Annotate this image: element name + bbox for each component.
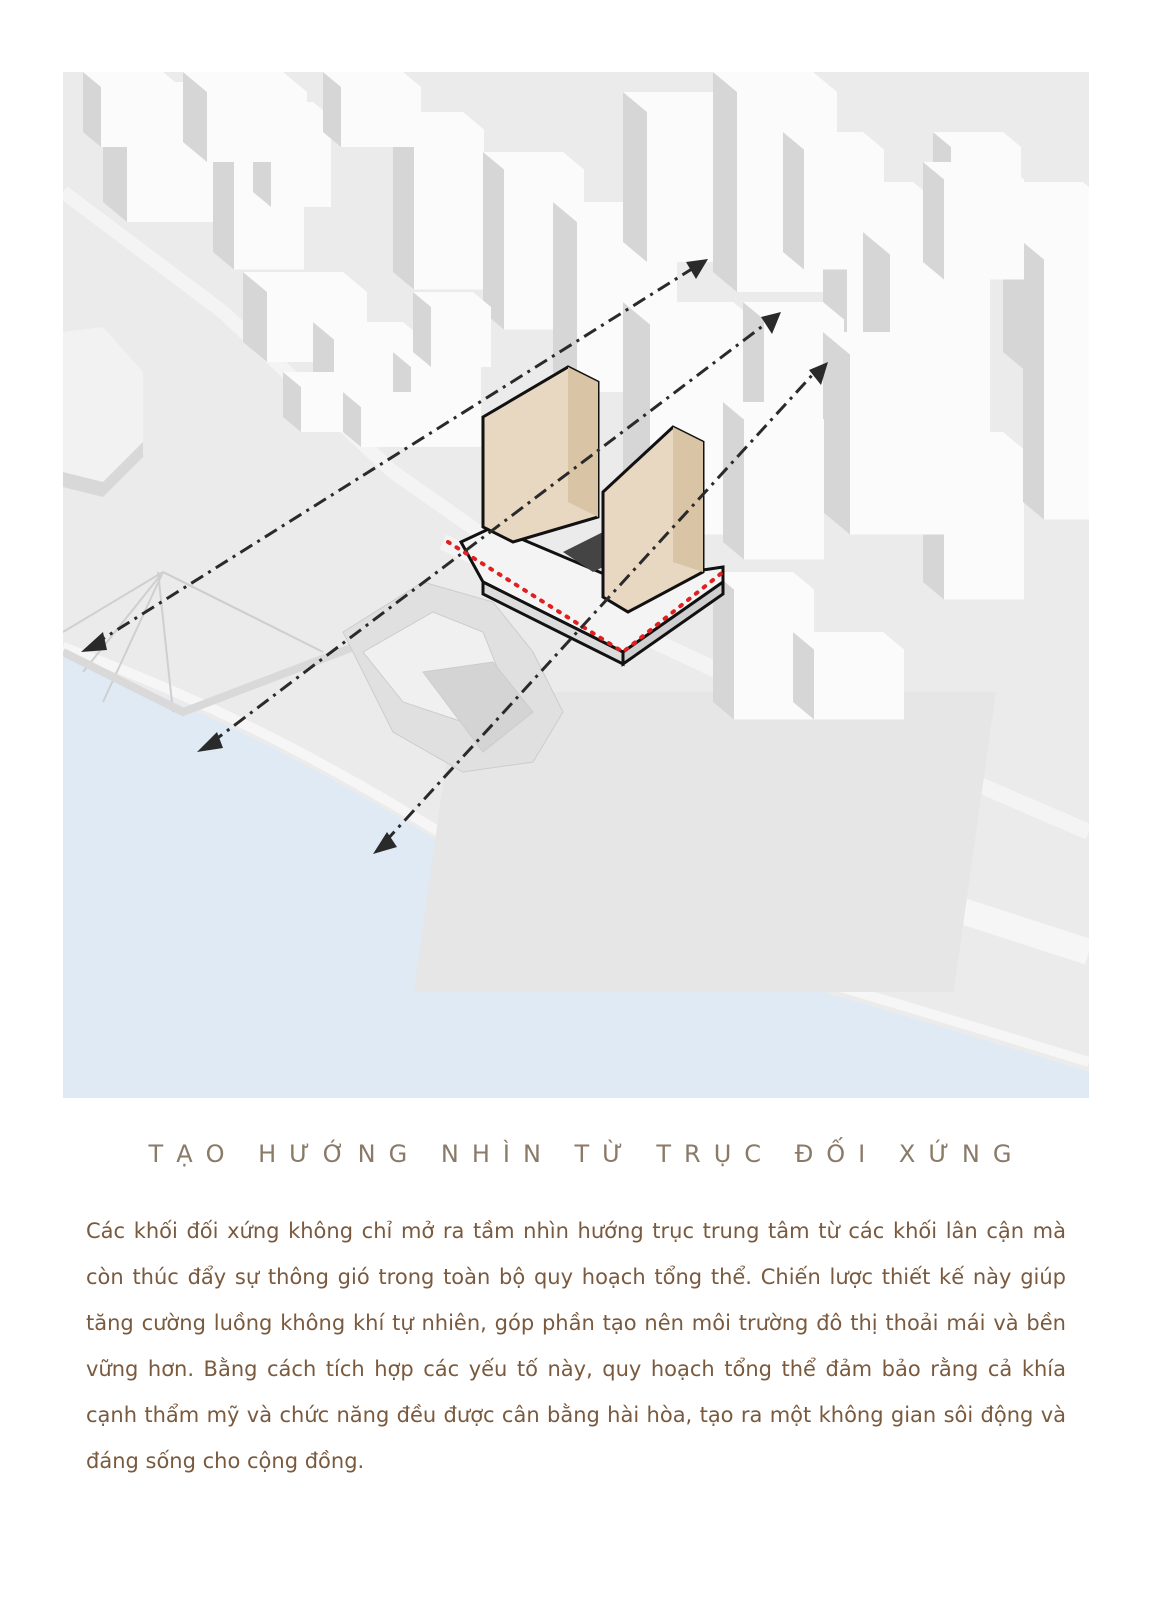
context-building-face [814,650,904,720]
context-building-side [783,132,804,270]
section-title: TẠO HƯỚNG NHÌN TỪ TRỤC ĐỐI XỨNG [148,1140,1025,1168]
context-building-side [823,332,850,535]
context-building-face [341,87,421,147]
context-building-face [431,307,491,367]
context-building-face [850,355,950,535]
context-building-face [414,130,484,290]
context-building-side [483,152,504,330]
context-building-side [553,202,577,392]
context-building-side [923,162,944,280]
context-building-side [623,92,647,262]
context-building-face [101,87,181,147]
axonometric-site-model [63,72,1089,1098]
context-building-face [744,420,824,560]
context-building-side [723,402,744,560]
context-building-face [944,450,1024,600]
site-axis-diagram [63,72,1089,1098]
context-building-face [207,92,307,162]
context-building-face [944,180,1024,280]
context-building-face [1044,260,1089,520]
section-paragraph: Các khối đối xứng không chỉ mở ra tầm nhìn hướng trục trung tâm từ các khối lân cận mà còn thúc đẩy sự thông gió trong toàn bộ quy hoạch tổng thể. Chiến lược thiết kế này giúp tăng cường luồng không khí tự nhiên, góp phần tạo nên môi trường đô thị thoải mái và bền vững hơn. Bằng cách tích hợp các yếu tố này, quy hoạch tổng thể đảm bảo rằng cả khía cạnh thẩm mỹ và chức năng đều được cân bằng hài hòa, tạo ra một không gian sôi động và đáng sống cho cộng đồng. [86,1219,1066,1473]
context-building-side [1023,242,1044,520]
context-building-side [713,72,737,292]
